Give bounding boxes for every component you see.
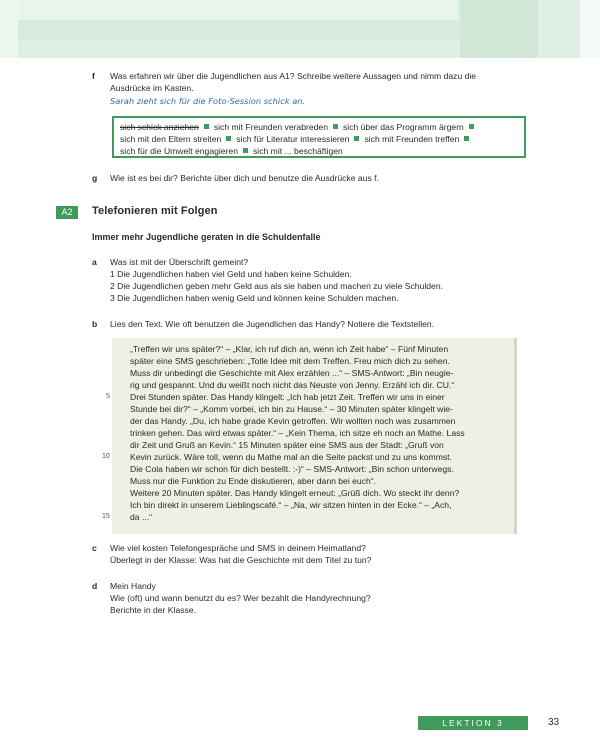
section-subtitle: Immer mehr Jugendliche geraten in die Schuldenfalle xyxy=(92,232,321,242)
square-bullet-icon xyxy=(464,136,469,141)
exercise-c-line2: Überlegt in der Klasse: Was hat die Geschichte mit dem Titel zu tun? xyxy=(110,555,372,565)
exercise-a-option-1: 1 Die Jugendlichen haben viel Geld und haben keine Schulden. xyxy=(110,269,352,279)
expression-item: sich schick anziehen xyxy=(120,122,199,132)
reading-line: trinken gehen. Das wird etwas später.“ – „Kein Thema, ich sitze eh noch an Mathe. Lass xyxy=(130,428,465,438)
exercise-g-label: g xyxy=(92,173,98,183)
reading-line: da ...“ xyxy=(130,512,152,522)
square-bullet-icon xyxy=(354,136,359,141)
section-title: Telefonieren mit Folgen xyxy=(92,205,218,217)
expression-item: sich für Literatur interessieren xyxy=(236,134,350,144)
line-number-5: 5 xyxy=(106,393,110,400)
header-band-light xyxy=(18,0,458,20)
exercise-d-line1: Wie (oft) und wann benutzt du es? Wer bezahlt die Handyrechnung? xyxy=(110,593,371,603)
reading-line: Ich bin direkt in unserem Lieblingscafé.“ – „Na, wir sitzen hinten in der Ecke.“ – „Ach, xyxy=(130,500,452,510)
page-number: 33 xyxy=(548,717,560,728)
expressions-row-3 xyxy=(120,145,343,157)
reading-line: dir Zeit und Gruß an Kevin.“ 15 Minuten später eine SMS aus der Stadt: „Gruß von xyxy=(130,440,444,450)
header-band xyxy=(0,0,600,58)
reading-line: rig und gespannt. Und du weißt noch nicht das Neuste von Jenny. Erzähl ich dir. CU.“ xyxy=(130,380,455,390)
expressions-row-2 xyxy=(120,133,474,145)
exercise-f-example: Sarah zieht sich für die Foto-Session schick an. xyxy=(110,96,306,106)
exercise-a-option-2: 2 Die Jugendlichen geben mehr Geld aus als sie haben und machen zu viele Schulden. xyxy=(110,281,443,291)
exercise-f-label: f xyxy=(92,71,95,81)
expressions-box xyxy=(112,116,526,158)
reading-line: Muss dir unbedingt die Geschichte mit Alex erzählen ...“ – SMS-Antwort: „Bin neugie- xyxy=(130,368,454,378)
exercise-c-label: c xyxy=(92,543,97,553)
square-bullet-icon xyxy=(226,136,231,141)
exercise-d-line2: Berichte in der Klasse. xyxy=(110,605,196,615)
square-bullet-icon xyxy=(204,124,209,129)
header-band-right xyxy=(580,0,600,58)
reading-line: „Treffen wir uns später?“ – „Klar, ich ruf dich an, wenn ich Zeit habe“ – Fünf Minuten xyxy=(130,344,449,354)
expression-item: sich mit den Eltern streiten xyxy=(120,134,222,144)
expression-item: sich mit ... beschäftigen xyxy=(252,146,343,156)
expression-item: sich mit Freunden verabreden xyxy=(213,122,328,132)
lesson-footer-bar: LEKTION 3 xyxy=(418,716,528,730)
reading-line: Stunde bei dir?“ – „Komm vorbei, ich bin zu Hause.“ – 30 Minuten später klingelt wie- xyxy=(130,404,453,414)
exercise-a-label: a xyxy=(92,257,97,267)
expression-item: sich für die Umwelt engagieren xyxy=(120,146,238,156)
exercise-b-label: b xyxy=(92,319,98,329)
reading-line: Die Cola haben wir schon für dich bestellt. :-)“ – SMS-Antwort: „Bin schon unterwegs. xyxy=(130,464,454,474)
exercise-a-question: Was ist mit der Überschrift gemeint? xyxy=(110,257,249,267)
expressions-row-1 xyxy=(120,121,479,133)
exercise-a-option-3: 3 Die Jugendlichen haben wenig Geld und können keine Schulden machen. xyxy=(110,293,399,303)
header-band-left xyxy=(0,0,18,58)
reading-text-box xyxy=(112,338,517,534)
exercise-b-text: Lies den Text. Wie oft benutzen die Jugendlichen das Handy? Notiere die Textstellen. xyxy=(110,319,435,329)
exercise-f-line1: Was erfahren wir über die Jugendlichen aus A1? Schreibe weitere Aussagen und nimm dazu die xyxy=(110,71,477,81)
reading-line: Muss nur die Funktion zu Ende diskutieren, aber dann bei euch“. xyxy=(130,476,377,486)
exercise-d-title: Mein Handy xyxy=(110,581,156,591)
line-number-10: 10 xyxy=(102,453,110,460)
header-band-column xyxy=(460,0,538,58)
reading-line: Drei Stunden später. Das Handy klingelt: „Ich hab jetzt Zeit. Treffen wir uns in einer xyxy=(130,392,445,402)
square-bullet-icon xyxy=(243,148,248,153)
reading-line: Weitere 20 Minuten später. Das Handy klingelt erneut: „Grüß dich. Wo steckt ihr denn? xyxy=(130,488,460,498)
line-number-15: 15 xyxy=(102,513,110,520)
square-bullet-icon xyxy=(469,124,474,129)
exercise-d-label: d xyxy=(92,581,98,591)
reading-line: der das Handy. „Du, ich habe grade Kevin getroffen. Wir wollten noch was zusammen xyxy=(130,416,456,426)
section-tag: A2 xyxy=(56,206,78,219)
reading-line: später eine SMS geschrieben: „Tolle Idee mit dem Treffen. Freu mich dich zu sehen. xyxy=(130,356,450,366)
exercise-f-line2: Ausdrücke im Kasten. xyxy=(110,83,194,93)
exercise-g-text: Wie ist es bei dir? Berichte über dich und benutze die Ausdrücke aus f. xyxy=(110,173,379,183)
expression-item: sich mit Freunden treffen xyxy=(364,134,460,144)
exercise-c-line1: Wie viel kosten Telefongespräche und SMS in deinem Heimatland? xyxy=(110,543,366,553)
reading-line: Kevin zurück. Wäre toll, wenn du Mathe mal an die Seite packst und zu uns kommst. xyxy=(130,452,452,462)
expression-item: sich über das Programm ärgern xyxy=(343,122,464,132)
square-bullet-icon xyxy=(333,124,338,129)
